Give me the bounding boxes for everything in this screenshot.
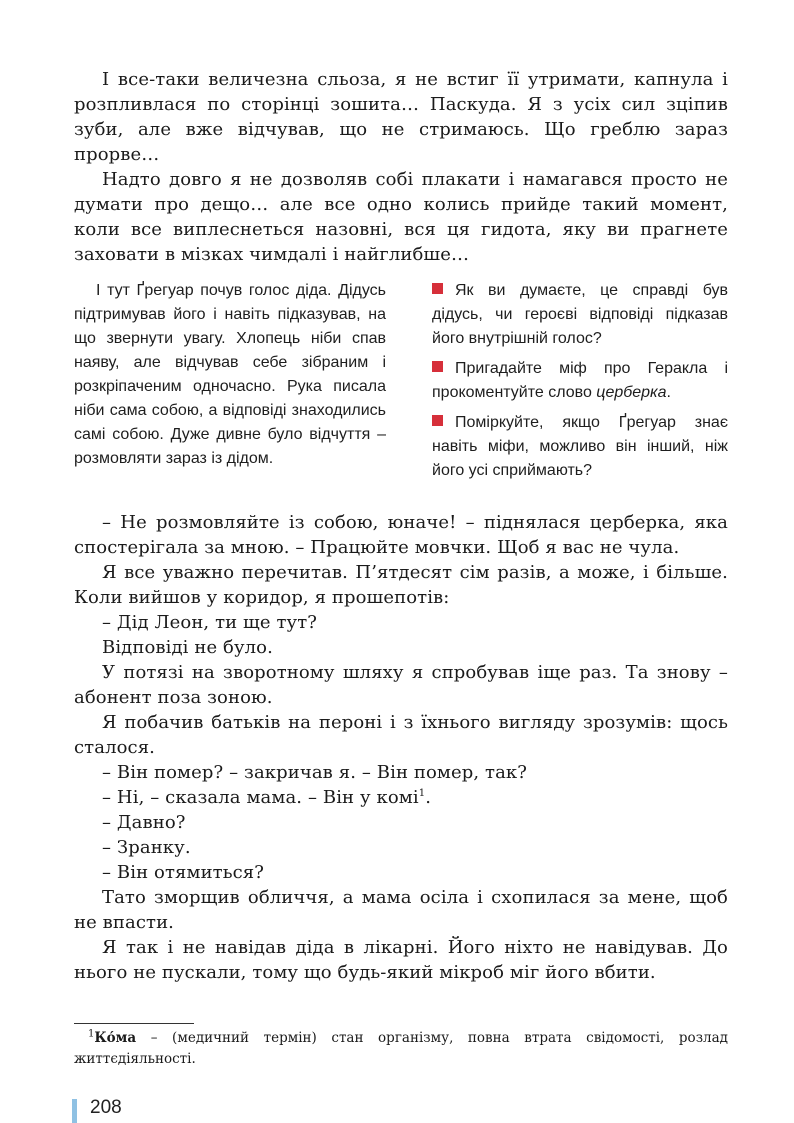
commentary-column <box>74 279 386 471</box>
page-number: 208 <box>90 1097 122 1118</box>
dialogue-line: – Він помер? – закричав я. – Він помер, так? <box>102 762 528 783</box>
paragraph: Я все уважно перечитав. П’ятдесят сім разів, а може, і більше. Коли вийшов у коридор, я прошепотів: <box>74 562 728 608</box>
dialogue-line <box>74 785 728 810</box>
footnote-number: 1 <box>88 1028 95 1040</box>
bottom-text-block <box>74 510 728 985</box>
paragraph: І все-таки величезна сльоза, я не встиг її утримати, капнула і розпливлася по сторінці зошита… Паскуда. Я з усіх сил зціпив зуби, але вже відчував, що не стримаюсь. Що греблю зараз прорве… <box>74 69 728 165</box>
paragraph: Я так і не навідав діда в лікарні. Його ніхто не навідував. До нього не пускали, тому що будь-який мікроб міг його вбити. <box>74 937 728 983</box>
dialogue-end: . <box>425 787 432 808</box>
question-item <box>432 411 728 483</box>
question-text: Поміркуйте, якщо Ґрегуар знає навіть міфи, можливо він інший, ніж його усі сприймають? <box>432 414 728 479</box>
dialogue-line: – Дід Леон, ти ще тут? <box>102 612 318 633</box>
square-bullet-icon <box>432 361 443 372</box>
footnote <box>74 1028 728 1070</box>
top-text-block <box>74 67 728 267</box>
commentary-text: І тут Ґрегуар почув голос діда. Дідусь підтримував його і навіть підказував, на що звернути увагу. Хлопець ніби спав наяву, але відчував себе зібраним і розкріпаченим одночасно. Рука писала ніби сама собою, а відповіді знаходились самі собою. Дуже дивне було відчуття – розмовляти зараз із дідом. <box>74 282 386 467</box>
question-text-end: . <box>666 384 671 401</box>
square-bullet-icon <box>432 415 443 426</box>
footnote-ref: 1 <box>418 788 426 799</box>
question-italic-word: церберка <box>596 384 667 401</box>
page-number-marker <box>72 1099 77 1123</box>
footnote-text: – (медичний термін) стан організму, повна втрата свідомості, розлад життєдіяльності. <box>74 1030 728 1067</box>
paragraph: – Не розмовляйте із собою, юначе! – піднялася церберка, яка спостерігала за мною. – Працюйте мовчки. Щоб я вас не чула. <box>74 512 728 558</box>
paragraph: Відповіді не було. <box>102 637 273 658</box>
paragraph: Я побачив батьків на пероні і з їхнього вигляду зрозумів: щось сталося. <box>74 712 728 758</box>
questions-column <box>432 279 728 489</box>
square-bullet-icon <box>432 283 443 294</box>
paragraph: У потязі на зворотному шляху я спробував іще раз. Та знову – абонент поза зоною. <box>74 662 728 708</box>
question-text: Пригадайте міф про Геракла і прокоментуйте слово <box>432 360 728 401</box>
dialogue-line: – Давно? <box>102 812 186 833</box>
question-item <box>432 357 728 405</box>
footnote-term: Ко́ма <box>94 1030 137 1046</box>
question-text: Як ви думаєте, це справді був дідусь, чи героєві відповіді підказав його внутрішній голос? <box>432 282 728 347</box>
paragraph: Тато зморщив обличчя, а мама осіла і схопилася за мене, щоб не впасти. <box>74 887 728 933</box>
dialogue-line: – Він отямиться? <box>102 862 265 883</box>
footnote-divider <box>74 1023 194 1024</box>
dialogue-text: – Ні, – сказала мама. – Він у комі <box>102 787 419 808</box>
dialogue-line: – Зранку. <box>102 837 191 858</box>
paragraph: Надто довго я не дозволяв собі плакати і намагався просто не думати про дещо… але все одно колись прийде такий момент, коли все виплеснеться назовні, вся ця гидота, яку ви прагнете заховати в мізках чимдалі і найглибше… <box>74 169 728 265</box>
question-item <box>432 279 728 351</box>
